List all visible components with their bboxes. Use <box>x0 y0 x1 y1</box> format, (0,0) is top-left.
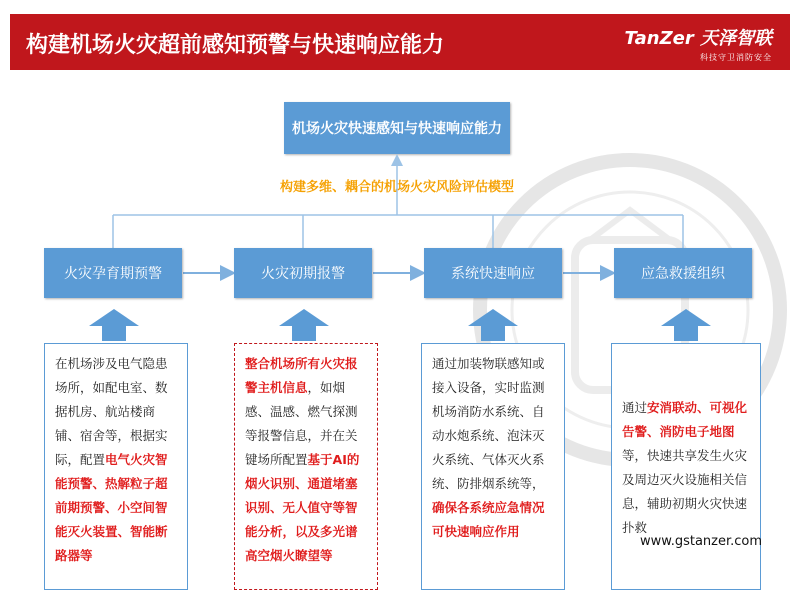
core-capability-box: 机场火灾快速感知与快速响应能力 <box>284 102 510 154</box>
card-highlight: 安消联动、可视化告警、消防电子地图 <box>622 400 748 439</box>
up-arrow-icon <box>467 308 519 342</box>
stage-incubation-warning: 火灾孕育期预警 <box>44 248 182 298</box>
stage-system-response: 系统快速响应 <box>424 248 562 298</box>
card-text: 等，快速共享发生火灾及周边灭火设施相关信息，辅助初期火灾快速扑救 <box>622 448 748 535</box>
card-text: 通过加装物联感知或接入设备，实时监测机场消防水系统、自动水炮系统、泡沫灭火系统、气体灭火系统、防排烟系统等， <box>432 356 545 491</box>
up-arrow-icon <box>88 308 140 342</box>
stage-emergency-rescue: 应急救援组织 <box>614 248 752 298</box>
card-highlight: 电气火灾智能预警、热解粒子超前期预警、小空间智能灭火装置、智能断路器等 <box>55 452 168 563</box>
card-incubation-warning <box>44 343 188 590</box>
card-highlight: 确保各系统应急情况可快速响应作用 <box>432 500 545 539</box>
risk-model-label: 构建多维、耦合的机场火灾风险评估模型 <box>279 180 514 195</box>
brand-tagline: 科技守卫消防安全 <box>700 53 772 62</box>
card-text: 在机场涉及电气隐患场所，如配电室、数据机房、航站楼商铺、宿舍等，根据实际，配置 <box>55 356 168 467</box>
card-initial-alarm <box>234 343 378 590</box>
card-text: 通过 <box>622 400 648 415</box>
card-highlight: 整合机场所有火灾报警主机信息 <box>245 356 358 395</box>
up-arrow-icon <box>660 308 712 342</box>
website-url: www.gstanzer.com <box>640 534 763 549</box>
page-title: 构建机场火灾超前感知预警与快速响应能力 <box>26 33 445 58</box>
stage-initial-alarm: 火灾初期报警 <box>234 248 372 298</box>
card-emergency-rescue <box>611 343 761 590</box>
up-arrow-icon <box>278 308 330 342</box>
card-system-response <box>421 343 565 590</box>
card-highlight: 基于AI的烟火识别、通道堵塞识别、无人值守等智能分析，以及多光谱高空烟火瞭望等 <box>245 452 360 563</box>
brand-name: TanZer 天泽智联 <box>624 28 772 49</box>
card-text: ，如烟感、温感、燃气探测等报警信息，并在关键场所配置 <box>245 380 358 467</box>
